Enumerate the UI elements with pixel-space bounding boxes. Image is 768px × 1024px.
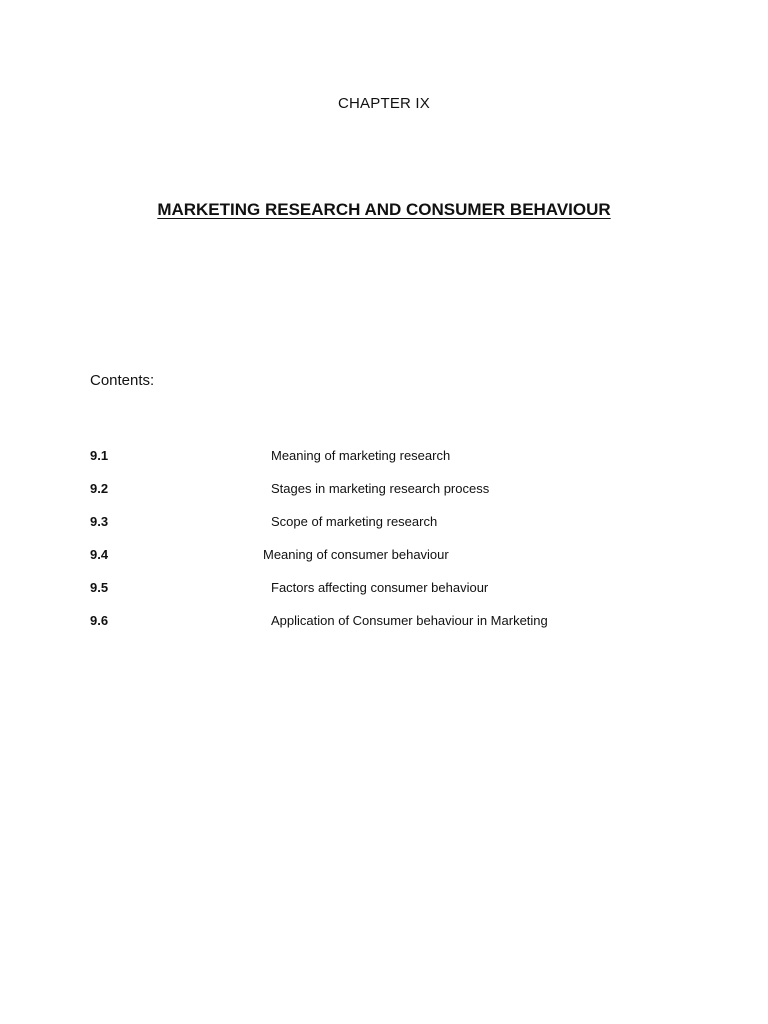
toc-item-title: Meaning of marketing research [271,448,451,463]
toc-item [90,514,690,547]
toc-item-number: 9.3 [90,514,109,529]
toc-item-number: 9.6 [90,613,109,628]
toc-item-number: 9.2 [90,481,109,496]
toc-item [90,481,690,514]
toc-item-title: Stages in marketing research process [271,481,490,496]
toc-item [90,580,690,613]
toc-item-number: 9.1 [90,448,109,463]
toc-item-title: Meaning of consumer behaviour [263,547,449,562]
toc-item-number: 9.5 [90,580,109,595]
toc-item-title: Application of Consumer behaviour in Marketing [271,613,548,628]
chapter-title: MARKETING RESEARCH AND CONSUMER BEHAVIOUR [157,200,611,219]
toc-item-number: 9.4 [90,547,109,562]
toc-item-title: Factors affecting consumer behaviour [271,580,489,595]
chapter-label: CHAPTER IX [337,95,430,112]
contents-heading: Contents: [90,372,155,389]
table-of-contents [90,448,690,646]
toc-item [90,448,690,481]
toc-item-title: Scope of marketing research [271,514,438,529]
toc-item [90,613,690,646]
toc-item [90,547,690,580]
